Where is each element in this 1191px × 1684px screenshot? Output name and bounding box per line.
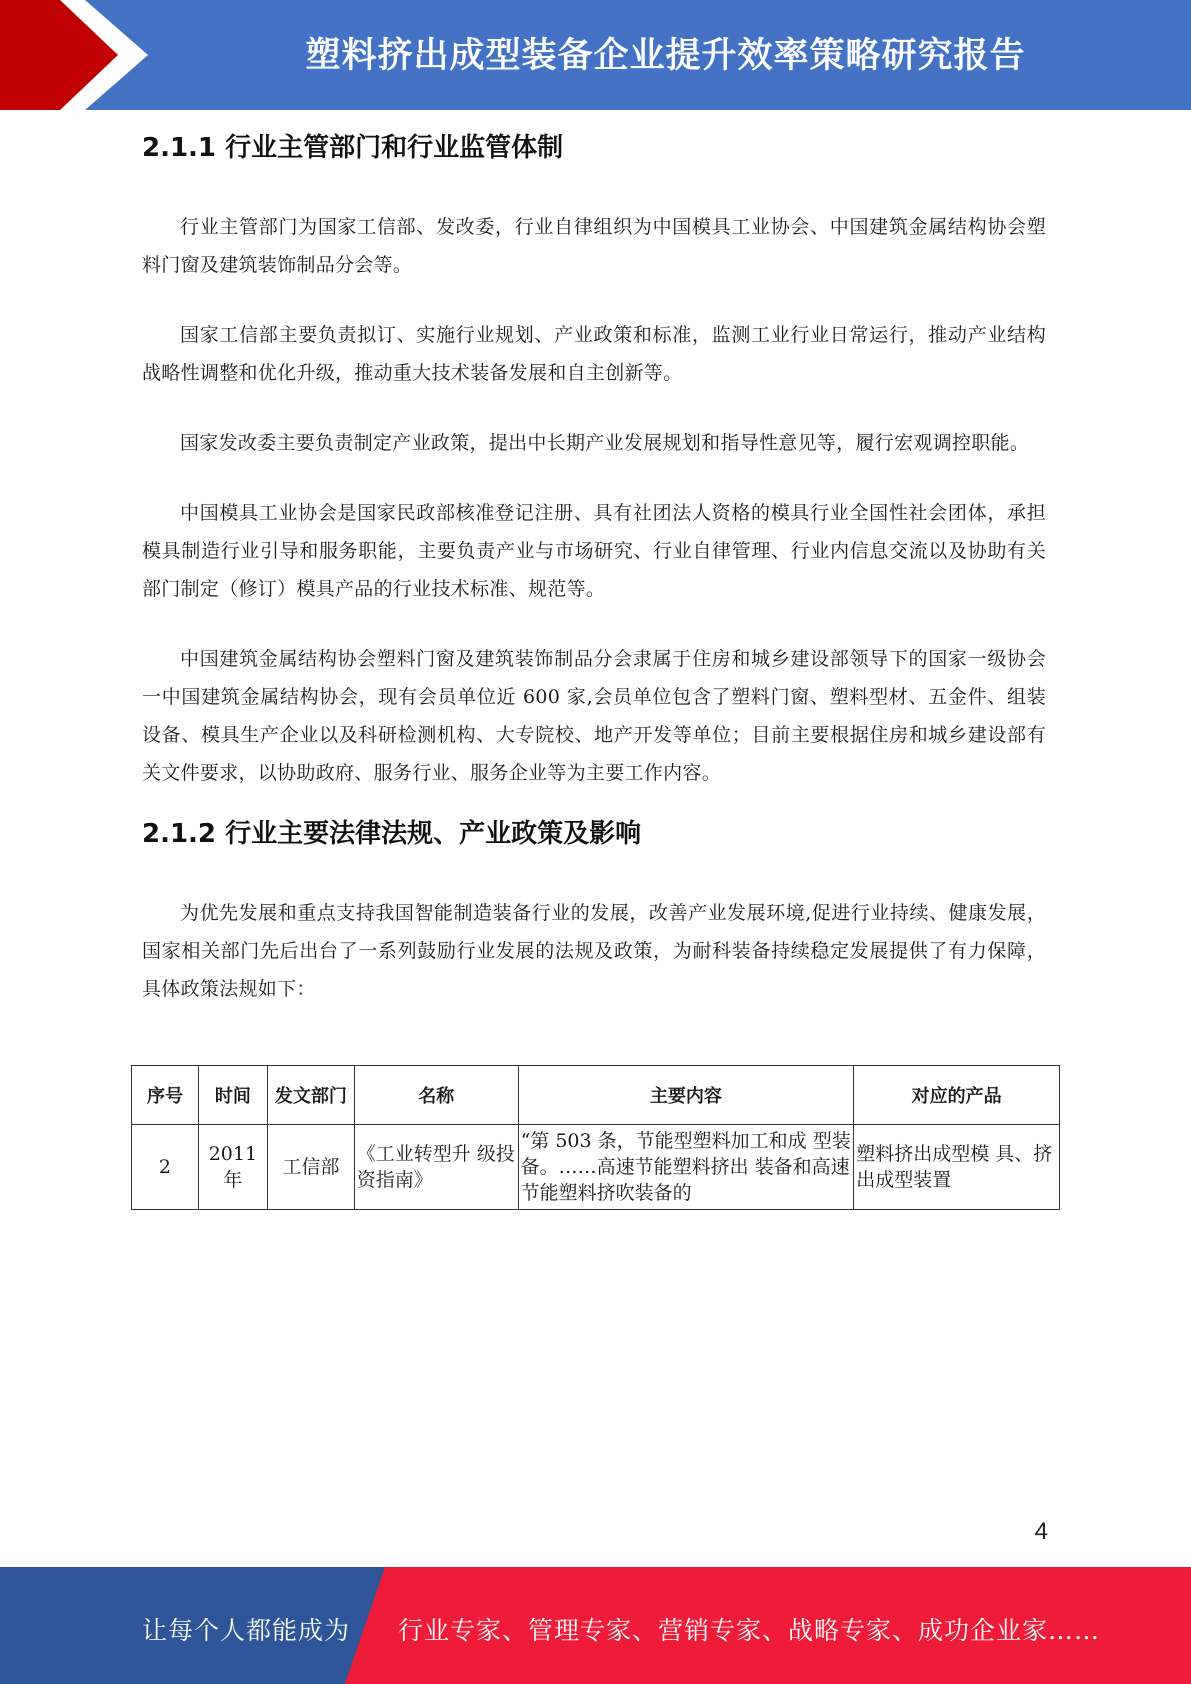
- report-title: 塑料挤出成型装备企业提升效率策略研究报告: [305, 36, 1026, 76]
- paragraph: 国家发改委主要负责制定产业政策，提出中长期产业发展规划和指导性意见等，履行宏观调控职能。: [180, 432, 1030, 454]
- page-number: 4: [1034, 1518, 1048, 1545]
- section-heading-2-1-1: 2.1.1 行业主管部门和行业监管体制: [142, 133, 564, 163]
- paragraph: 中国模具工业协会是国家民政部核准登记注册、具有社团法人资格的模具行业全国性社会团体，承担模具制造行业引导和服务职能，主要负责产业与市场研究、行业自律管理、行业内信息交流以及协助有关部门制定（修订）模具产品的行业技术标准、规范等。: [142, 502, 1046, 600]
- section-heading-2-1-2: 2.1.2 行业主要法律法规、产业政策及影响: [142, 819, 642, 849]
- paragraph: 中国建筑金属结构协会塑料门窗及建筑装饰制品分会隶属于住房和城乡建设部领导下的国家一级协会一中国建筑金属结构协会，现有会员单位近 600 家,会员单位包含了塑料门窗、塑料型材、五金件、组装设备、模具生产企业以及科研检测机构、大专院校、地产开发等单位；目前主要根据住房和城乡建设部有关文件要求，以协助政府、服务行业、服务企业等为主要工作内容。: [142, 648, 1046, 784]
- cell-dept: 工信部: [267, 1125, 354, 1210]
- table-row: [132, 1125, 1060, 1210]
- main-content: [142, 128, 1046, 1008]
- cell-no: 2: [132, 1125, 199, 1210]
- cell-content: “第 503 条，节能型塑料加工和成 型装备。……高速节能塑料挤出 装备和高速节能塑料挤吹装备的: [518, 1125, 854, 1210]
- footer-slogan-left: 让每个人都能成为: [142, 1616, 351, 1645]
- policy-table: [131, 1065, 1060, 1210]
- cell-name: 《工业转型升 级投资指南》: [354, 1125, 518, 1210]
- column-header-name: 名称: [354, 1066, 518, 1125]
- paragraph: 国家工信部主要负责拟订、实施行业规划、产业政策和标准，监测工业行业日常运行，推动产业结构战略性调整和优化升级，推动重大技术装备发展和自主创新等。: [142, 324, 1046, 384]
- header-red-chevron: [0, 0, 150, 110]
- column-header-content: 主要内容: [518, 1066, 854, 1125]
- column-header-time: 时间: [198, 1066, 267, 1125]
- paragraph: 行业主管部门为国家工信部、发改委，行业自律组织为中国模具工业协会、中国建筑金属结构协会塑料门窗及建筑装饰制品分会等。: [142, 216, 1046, 276]
- cell-time: 2011 年: [198, 1125, 267, 1210]
- cell-product: 塑料挤出成型模 具、挤出成型装置: [854, 1125, 1060, 1210]
- footer-slogan-right: 行业专家、管理专家、营销专家、战略专家、成功企业家……: [398, 1616, 1101, 1645]
- column-header-no: 序号: [132, 1066, 199, 1125]
- column-header-product: 对应的产品: [854, 1066, 1060, 1125]
- header-band: [0, 0, 1191, 110]
- table-header-row: [132, 1066, 1060, 1125]
- footer-band: [0, 1567, 1191, 1684]
- column-header-dept: 发文部门: [267, 1066, 354, 1125]
- paragraph: 为优先发展和重点支持我国智能制造装备行业的发展，改善产业发展环境,促进行业持续、健康发展，国家相关部门先后出台了一系列鼓励行业发展的法规及政策，为耐科装备持续稳定发展提供了有力保障，具体政策法规如下：: [142, 902, 1046, 1000]
